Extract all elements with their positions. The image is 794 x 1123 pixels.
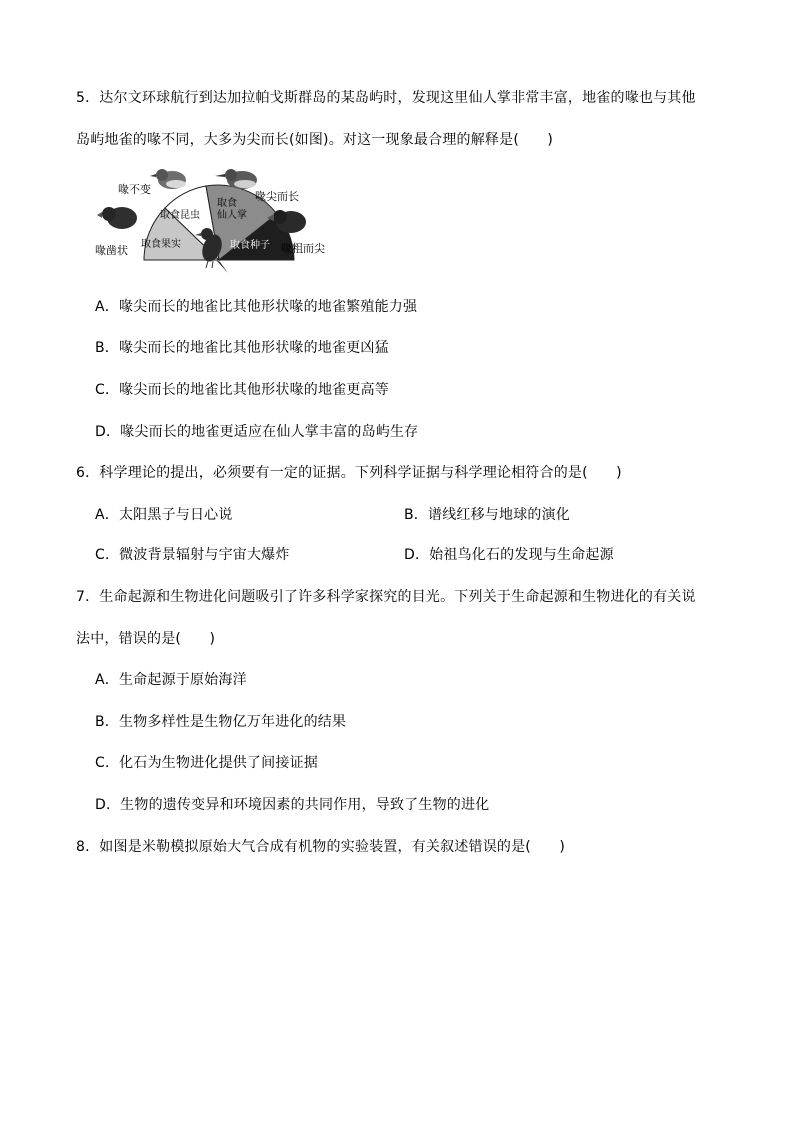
- q5-option-a: A．喙尖而长的地雀比其他形状喙的地雀繁殖能力强: [95, 299, 418, 315]
- finch-chisel-beak-icon: [97, 207, 137, 229]
- q7-option-d: D．生物的遗传变异和环境因素的共同作用，导致了生物的进化: [95, 797, 490, 813]
- finch-unchanged-beak-icon: [150, 169, 186, 189]
- label-beak-unchanged: 喙不变: [118, 183, 151, 196]
- q7-option-b: B．生物多样性是生物亿万年进化的结果: [95, 714, 347, 730]
- q7-stem-line1: 7．生命起源和生物进化问题吸引了许多科学家探究的目光。下列关于生命起源和生物进化的有关说: [76, 589, 696, 605]
- q7-stem-line2: 法中，错误的是( ): [76, 631, 216, 647]
- sector-label-cactus-1: 取食: [217, 198, 237, 209]
- q5-stem-line1: 5．达尔文环球航行到达加拉帕戈斯群岛的某岛屿时，发现这里仙人掌非常丰富，地雀的喙也与其他: [76, 90, 696, 106]
- q7-option-c: C．化石为生物进化提供了间接证据: [95, 755, 318, 771]
- q6-option-a: A．太阳黑子与日心说: [95, 507, 233, 523]
- label-beak-chisel: 喙凿状: [95, 244, 128, 257]
- sector-label-fruit: 取食果实: [141, 239, 181, 250]
- q5-stem-line2: 岛屿地雀的喙不同，大多为尖而长(如图)。对这一现象最合理的解释是( ): [76, 132, 554, 148]
- q6-option-d: D．始祖鸟化石的发现与生命起源: [404, 547, 614, 563]
- q6-option-b: B．谱线红移与地球的演化: [404, 507, 571, 523]
- q5-option-b: B．喙尖而长的地雀比其他形状喙的地雀更凶猛: [95, 340, 389, 356]
- q8-stem: 8．如图是米勒模拟原始大气合成有机物的实验装置，有关叙述错误的是( ): [76, 839, 566, 855]
- q5-option-c: C．喙尖而长的地雀比其他形状喙的地雀更高等: [95, 382, 389, 398]
- sector-label-cactus-2: 仙人掌: [217, 210, 247, 221]
- label-beak-pointed-long: 喙尖而长: [255, 190, 299, 203]
- label-beak-thick-pointed: 喙粗而尖: [281, 242, 325, 255]
- sector-label-seeds: 取食种子: [230, 240, 270, 251]
- finch-beak-diagram: [94, 160, 344, 280]
- q6-option-c: C．微波背景辐射与宇宙大爆炸: [95, 547, 290, 563]
- q6-stem: 6．科学理论的提出，必须要有一定的证据。下列科学证据与科学理论相符合的是( ): [76, 465, 622, 481]
- q7-option-a: A．生命起源于原始海洋: [95, 672, 247, 688]
- sector-label-insects: 取食昆虫: [160, 210, 200, 221]
- q5-option-d: D．喙尖而长的地雀更适应在仙人掌丰富的岛屿生存: [95, 424, 419, 440]
